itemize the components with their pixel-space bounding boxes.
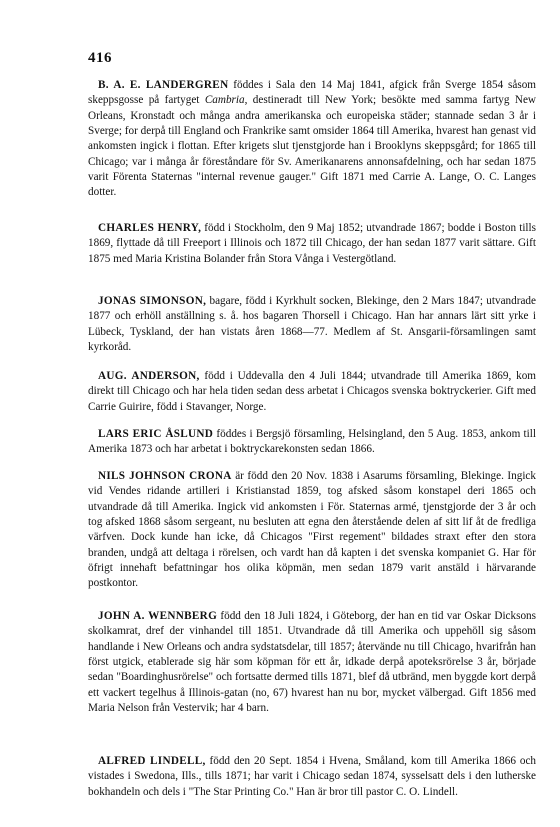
entry-text: född i Stockholm, den 9 Maj 1852; utvandrade 1867; bodde i Boston tills 1869, flyttade då till Freeport i Illinois och 1872 till Chicago, der han sedan 1877 varit sättare. Gift 1875 med Maria Kristina Bolander från Stora Vånga i Vestergötland. [88, 222, 536, 265]
entry-name: B. A. E. LANDERGREN [98, 79, 229, 92]
entry-text: är född den 20 Nov. 1838 i Asarums församling, Blekinge. Ingick vid Vendes ridande artilleri i Kristianstad 1859, tog afsked såsom konstapel deri 1865 och utvandrade då till Amerika. Ingick vid ankomsten i För. Staternas armé, tjenstgjorde der 3 år och tog afsked 1868 såsom sergeant, nu besluten att egna den återstående delen af sitt lif åt de fredliga värfven. Dock kunde han icke, då Chicagos "First regement" bildades straxt efter den stora branden, undgå att deltaga i rörelsen, och vardt han då kapten i det svenska kompaniet G. Har för öfrigt innehaft befattningar hos olika köpmän, men sedan 1879 varit anstäld i härvarande postkontor. [88, 470, 536, 590]
entry-jonas-simonson [88, 294, 536, 355]
entry-name: ALFRED LINDELL, [98, 755, 206, 768]
entry-name: NILS JOHNSON CRONA [98, 470, 232, 483]
entry-text: föddes i Bergsjö församling, Helsingland, den 5 Aug. 1853, ankom till Amerika 1873 och har arbetat i boktryckarekonsten sedan 1866. [88, 428, 536, 456]
entry-name: JONAS SIMONSON, [98, 295, 207, 308]
entry-text: bagare, född i Kyrkhult socken, Blekinge, den 2 Mars 1847; utvandrade 1877 och erhöll anställning s. å. hos bagaren Thorsell i Chicago. Han har annars lärt sitt yrke i Lübeck, Tyskland, der han vistats åren 1868—77. Medlem af St. Ansgarii-församlingen samt kyrkoråd. [88, 295, 536, 354]
ship-name: Cambria [204, 94, 245, 107]
entry-charles-henry [88, 221, 536, 267]
entry-text: , destineradt till New York; besökte med samma fartyg New Orleans, Kronstadt och många andra amerikanska och europeiska städer; stannade sedan 3 år i Sverge; for derpå till England och Frankrike samt omsider 1864 till Amerika, hvarest han genast vid ankomsten ingick i flottan. Efter krigets slut tjenstgjorde han i Brooklyns skeppsgård; for 1865 till Chicago; var i många år föreståndare för Sv. Amerikanarens annonsafdelning, och har sedan 1875 varit Förenta Staternas "internal revenue gauger." Gift 1871 med Carrie A. Lange, O. C. Langes dotter. [88, 94, 536, 199]
entry-text: född den 18 Juli 1824, i Göteborg, der han en tid var Oskar Dicksons skolkamrat, dref der vinhandel till 1851. Utvandrade då till Amerika och uppehöll sig såsom handlande i New Orleans och andra sydstatsdelar, till 1857; återvände nu till Chicago, hvarifrån han först utgick, etablerade sig här som köpman för ett år, idkade derpå apoteksrörelse 3 år, började sedan "Boardinghusrörelse" och fortsatte dermed tills 1871, blef då utbränd, men byggde kort derpå ett vackert tegelhus å Illinois-gatan (no, 67) hvarest han nu bor, mycket välbergad. Gift 1856 med Maria Nelson från Vestervik; har 4 barn. [88, 610, 537, 714]
entry-aug-anderson [88, 369, 536, 415]
entry-john-a-wennberg [88, 609, 536, 716]
entry-alfred-lindell [88, 754, 536, 800]
entry-text: föddes i Sala den 14 Maj 1841, afgick från Sverge 1854 såsom skeppsgosse på fartyget [88, 79, 536, 107]
entry-name: AUG. ANDERSON, [98, 370, 200, 383]
entry-name: CHARLES HENRY, [98, 222, 202, 235]
entry-nils-johnson-crona [88, 469, 536, 591]
page-number: 416 [88, 50, 112, 66]
entry-name: JOHN A. WENNBERG [98, 610, 218, 623]
entry-landergren [88, 78, 536, 200]
entry-text: född i Uddevalla den 4 Juli 1844; utvandrade till Amerika 1869, kom direkt till Chicago och har hela tiden sedan dess arbetat i Chicagos svenska boktryckerier. Gift med Carrie Guirire, född i Stavanger, Norge. [88, 370, 536, 413]
entry-lars-eric-aslund [88, 427, 536, 458]
entry-text: född den 20 Sept. 1854 i Hvena, Småland, kom till Amerika 1866 och vistades i Swedona, Ills., tills 1871; har varit i Chicago sedan 1874, sysselsatt dels i den lutherske bokhandeln och dels i "The Star Printing Co." Han är bror till pastor C. O. Lindell. [88, 755, 536, 798]
entry-name: LARS ERIC ÅSLUND [98, 428, 214, 441]
